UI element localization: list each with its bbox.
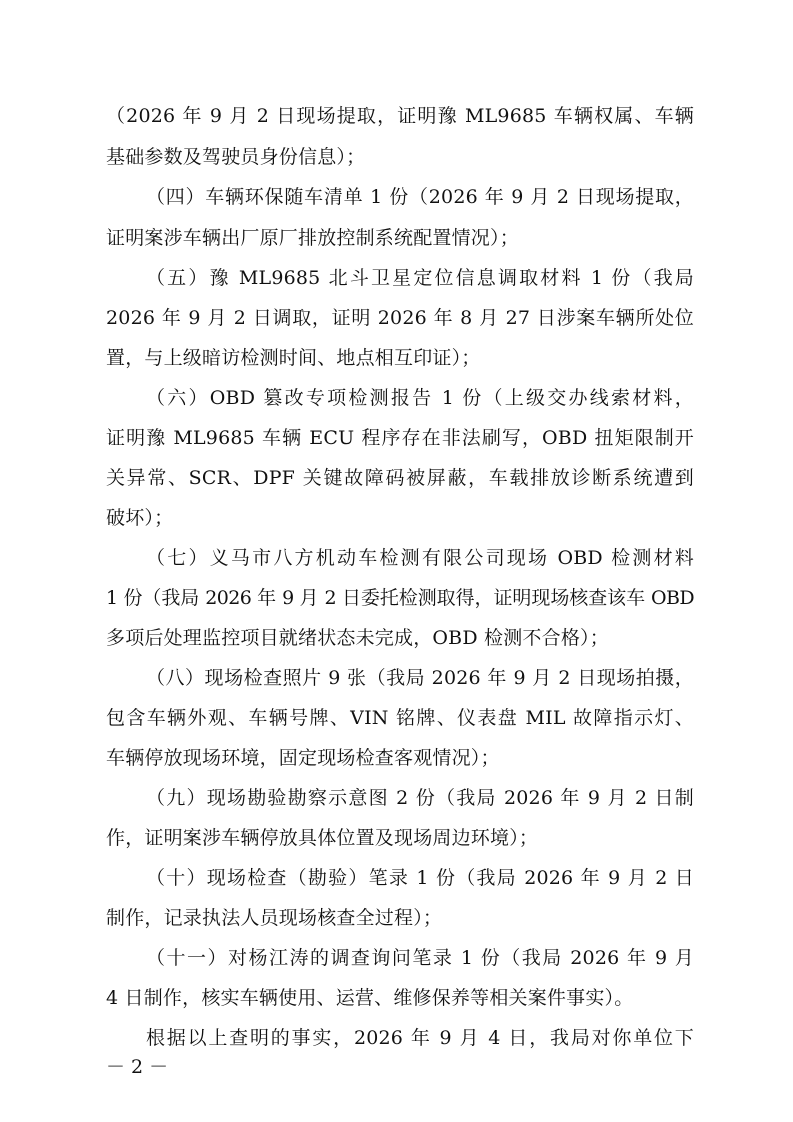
text-line: 作，证明案涉车辆停放具体位置及现场周边环境）； <box>106 827 539 849</box>
text-line: 多项后处理监控项目就绪状态未完成，OBD 检测不合格）； <box>106 627 609 649</box>
text-line: （十）现场检查（勘验）笔录 1 份（我局 2026 年 9 月 2 日 <box>146 867 694 889</box>
text-line: 关异常、SCR、DPF 关键故障码被屏蔽，车载排放诊断系统遭到 <box>106 467 694 489</box>
text-line: 2026 年 9 月 2 日调取，证明 2026 年 8 月 27 日涉案车辆所处位 <box>106 307 694 329</box>
text-line: （四）车辆环保随车清单 1 份（2026 年 9 月 2 日现场提取， <box>146 186 694 208</box>
text-line: 证明案涉车辆出厂原厂排放控制系统配置情况）； <box>106 227 519 249</box>
text-line: 制作，记录执法人员现场核查全过程）； <box>106 907 443 929</box>
text-line: （六）OBD 篡改专项检测报告 1 份（上级交办线索材料， <box>146 387 694 409</box>
text-line: 根据以上查明的事实，2026 年 9 月 4 日，我局对你单位下 <box>146 1027 694 1049</box>
text-line: （十一）对杨江涛的调查询问笔录 1 份（我局 2026 年 9 月 <box>146 947 694 969</box>
text-line: （五）豫 ML9685 北斗卫星定位信息调取材料 1 份（我局 <box>146 267 694 289</box>
text-line: 4 日制作，核实车辆使用、运营、维修保养等相关案件事实）。 <box>106 987 634 1009</box>
text-line: （2026 年 9 月 2 日现场提取，证明豫 ML9685 车辆权属、车辆 <box>106 105 694 127</box>
text-line: 置，与上级暗访检测时间、地点相互印证）； <box>106 347 481 369</box>
text-line: 破坏）； <box>106 507 174 529</box>
text-line: 包含车辆外观、车辆号牌、VIN 铭牌、仪表盘 MIL 故障指示灯、 <box>106 707 694 729</box>
text-line: （九）现场勘验勘察示意图 2 份（我局 2026 年 9 月 2 日制 <box>146 787 694 809</box>
text-line: 基础参数及驾驶员身份信息）； <box>106 146 366 168</box>
text-line: （七）义马市八方机动车检测有限公司现场 OBD 检测材料 <box>146 547 694 569</box>
text-line: 1 份（我局 2026 年 9 月 2 日委托检测取得，证明现场核查该车 OBD <box>106 587 694 609</box>
page-number: － 2 － <box>106 1056 169 1078</box>
text-line: 车辆停放现场环境，固定现场检查客观情况）； <box>106 747 500 769</box>
text-line: （八）现场检查照片 9 张（我局 2026 年 9 月 2 日现场拍摄， <box>146 667 694 689</box>
text-line: 证明豫 ML9685 车辆 ECU 程序存在非法刷写，OBD 扭矩限制开 <box>106 427 694 449</box>
